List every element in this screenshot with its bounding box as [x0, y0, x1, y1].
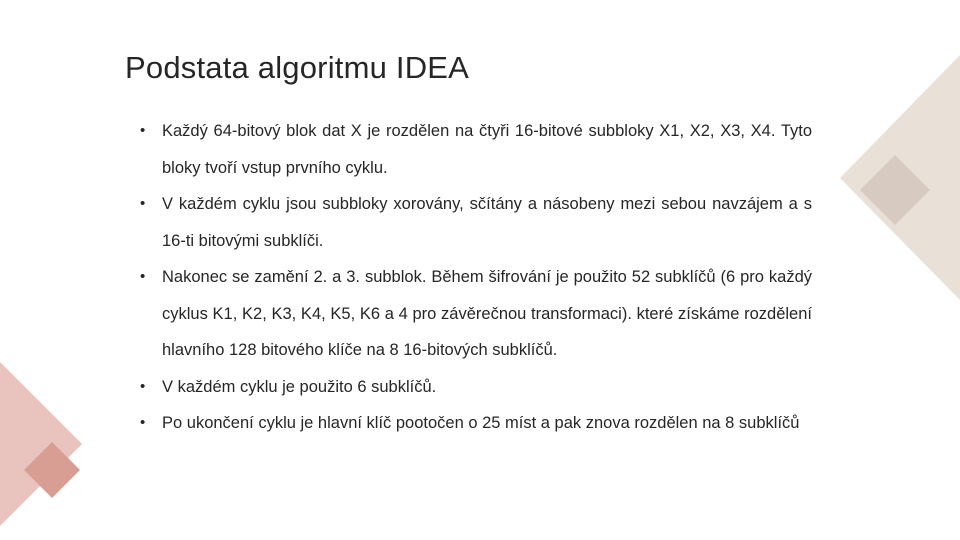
bullet-text: V každém cyklu je použito 6 subklíčů.	[162, 377, 437, 396]
bullet-dot-icon: •	[140, 122, 146, 139]
deco-diamond-rose-large	[0, 362, 82, 526]
bullet-dot-icon: •	[140, 414, 146, 431]
bullet-item	[140, 369, 812, 406]
bullet-text: Každý 64-bitový blok dat X je rozdělen na čtyři 16-bitové subbloky X1, X2, X3, X4. Tyto bloky tvoří vstup prvního cyklu.	[162, 122, 812, 177]
bullet-item	[140, 186, 812, 259]
bullet-list	[140, 113, 812, 442]
bullet-dot-icon: •	[140, 195, 146, 212]
slide-title: Podstata algoritmu IDEA	[125, 50, 470, 85]
bullet-text: V každém cyklu jsou subbloky xorovány, sčítány a násobeny mezi sebou navzájem a s 16-ti bitovými subklíči.	[162, 195, 812, 250]
bullet-item	[140, 259, 812, 369]
bullet-dot-icon: •	[140, 377, 146, 395]
bullet-text: Po ukončení cyklu je hlavní klíč pootočen o 25 míst a pak znova rozdělen na 8 subklíčů	[162, 414, 800, 432]
bullet-item	[140, 113, 812, 186]
bullet-dot-icon: •	[140, 268, 146, 285]
bullet-text: Nakonec se zamění 2. a 3. subblok. Během šifrování je použito 52 subklíčů (6 pro každý cyklus K1, K2, K3, K4, K5, K6 a 4 pro závěrečnou transformaci). které získáme rozdělení hlavního 128 bitového klíče na 8 16-bitových subklíčů.	[162, 268, 812, 359]
bullet-item	[140, 405, 812, 442]
